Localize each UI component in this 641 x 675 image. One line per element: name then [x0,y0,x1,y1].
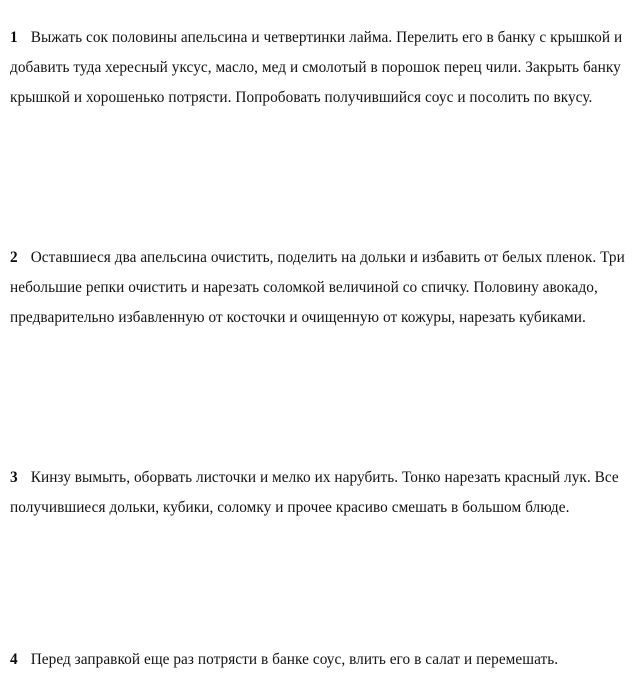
recipe-step-3 [10,463,638,523]
step-text-4: Перед заправкой еще раз потрясти в банке соус, влить его в салат и перемешать. [30,651,559,669]
step-number-2: 2 [10,249,18,267]
step-text-3: Кинзу вымыть, оборвать листочки и мелко их нарубить. Тонко нарезать красный лук. Все получившиеся дольки, кубики, соломку и прочее красиво смешать в большом блюде. [10,469,619,517]
step-number-4: 4 [10,651,18,669]
recipe-step-1 [10,23,638,113]
step-number-1: 1 [10,29,18,47]
recipe-step-4 [10,645,638,675]
step-text-1: Выжать сок половины апельсина и четвертинки лайма. Перелить его в банку с крышкой и добавить туда хересный уксус, масло, мед и смолотый в порошок перец чили. Закрыть банку крышкой и хорошенько потрясти. Попробовать получившийся соус и посолить по вкусу. [10,29,623,107]
step-text-2: Оставшиеся два апельсина очистить, поделить на дольки и избавить от белых пленок. Три небольшие репки очистить и нарезать соломкой величиной со спичку. Половину авокадо, предварительно избавленную от косточки и очищенную от кожуры, нарезать кубиками. [10,249,625,327]
recipe-step-2 [10,243,638,333]
step-number-3: 3 [10,469,18,487]
